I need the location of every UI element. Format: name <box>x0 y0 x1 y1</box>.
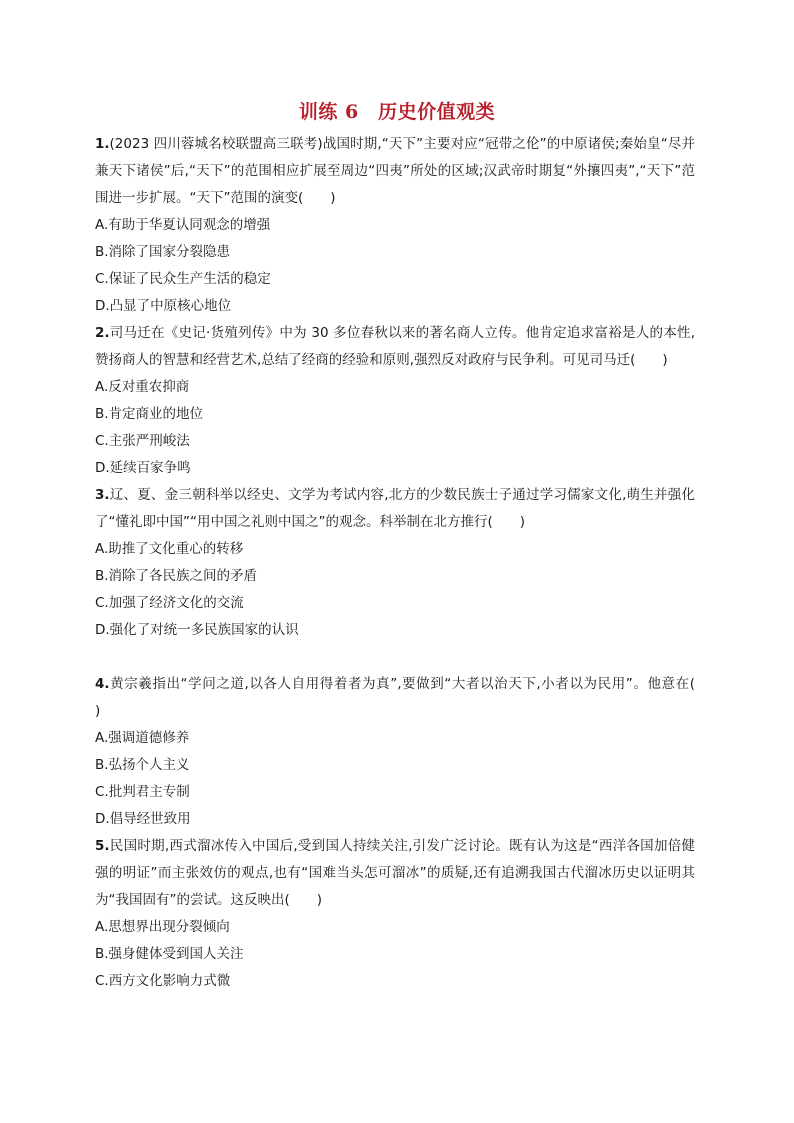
option-b: B.强身健体受到国人关注 <box>95 946 244 962</box>
option-a: A.有助于华夏认同观念的增强 <box>95 217 271 233</box>
question-4 <box>95 671 722 833</box>
question-number: 3. <box>95 487 110 503</box>
option-b: B.弘扬个人主义 <box>95 757 190 773</box>
question-text: 民国时期,西式溜冰传入中国后,受到国人持续关注,引发广泛讨论。既有认为这是“西洋各国加倍健强的明证”而主张效仿的观点,也有“国难当头怎可溜冰”的质疑,还有追溯我国古代溜冰历史以证明其为“我国固有”的尝试。这反映出( ) <box>95 838 695 908</box>
option-c: C.主张严刑峻法 <box>95 433 190 449</box>
question-text: (2023 四川蓉城名校联盟高三联考)战国时期,“天下”主要对应“冠带之伦”的中原诸侯;秦始皇“尽并兼天下诸侯”后,“天下”的范围相应扩展至周边“四夷”所处的区域;汉武帝时期复“外攘四夷”,“天下”范围进一步扩展。“天下”范围的演变( ) <box>95 136 695 206</box>
option-c: C.加强了经济文化的交流 <box>95 595 244 611</box>
spacer <box>95 644 695 671</box>
option-b: B.肯定商业的地位 <box>95 406 204 422</box>
question-1 <box>95 131 695 320</box>
option-c: C.批判君主专制 <box>95 784 190 800</box>
question-stem <box>95 482 695 536</box>
question-stem <box>95 320 695 374</box>
option-d: D.强化了对统一多民族国家的认识 <box>95 622 299 638</box>
option-c: C.保证了民众生产生活的稳定 <box>95 271 271 287</box>
question-number: 5. <box>95 838 110 854</box>
option-d: D.倡导经世致用 <box>95 811 191 827</box>
option-a: A.反对重农抑商 <box>95 379 190 395</box>
option-c: C.西方文化影响力式微 <box>95 973 231 989</box>
option-a: A.思想界出现分裂倾向 <box>95 919 230 935</box>
question-text: 黄宗羲指出“学问之道,以各人自用得着者为真”,要做到“大者以治天下,小者以为民用”。他意在( ) <box>95 676 722 719</box>
question-stem <box>95 833 695 914</box>
question-5 <box>95 833 695 995</box>
question-stem <box>95 671 722 725</box>
page-title: 训练 6 历史价值观类 <box>298 101 496 123</box>
option-b: B.消除了各民族之间的矛盾 <box>95 568 258 584</box>
option-a: A.强调道德修养 <box>95 730 190 746</box>
option-a: A.助推了文化重心的转移 <box>95 541 244 557</box>
question-list <box>95 131 722 995</box>
question-text: 辽、夏、金三朝科举以经史、文学为考试内容,北方的少数民族士子通过学习儒家文化,萌生并强化了“懂礼即中国”“用中国之礼则中国之”的观念。科举制在北方推行( ) <box>95 487 695 530</box>
question-number: 4. <box>95 676 110 692</box>
option-b: B.消除了国家分裂隐患 <box>95 244 231 260</box>
question-stem <box>95 131 695 212</box>
question-3 <box>95 482 695 644</box>
question-2 <box>95 320 695 482</box>
question-number: 2. <box>95 325 110 341</box>
option-d: D.凸显了中原核心地位 <box>95 298 232 314</box>
question-number: 1. <box>95 136 110 152</box>
option-d: D.延续百家争鸣 <box>95 460 191 476</box>
question-text: 司马迁在《史记·货殖列传》中为 30 多位春秋以来的著名商人立传。他肯定追求富裕是人的本性,赞扬商人的智慧和经营艺术,总结了经商的经验和原则,强烈反对政府与民争利。可见司马迁( ) <box>95 325 695 368</box>
